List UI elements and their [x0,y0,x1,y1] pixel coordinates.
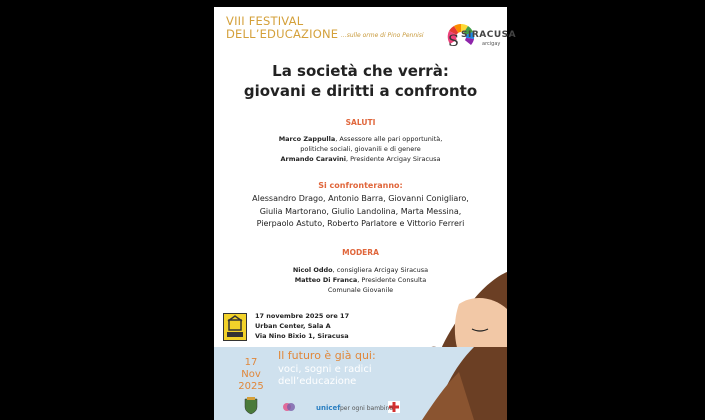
logo-subtext: arcigay [482,41,501,47]
saluti-person2-name: Armando Caravini [280,155,346,163]
saluti-person1-role2: politiche sociali, giovanili e di genere [300,145,421,153]
event-when: 17 novembre 2025 ore 17 [255,312,350,320]
names-line1: Alessandro Drago, Antonio Barra, Giovanni Conigliaro, [252,194,469,203]
city-crest-icon [244,397,258,415]
unicef-subtitle: per ogni bambino [340,405,394,412]
event-poster [214,7,517,420]
date-day: 17 [244,357,258,368]
tagline-line2: voci, sogni e radici [278,364,372,375]
tagline-line3: dell’educazione [278,375,357,387]
modera-person1-name: Nicol Oddo [292,266,333,274]
logo-wordmark: SIRACUSA [461,30,517,40]
saluti-person2-role: , Presidente Arcigay Siracusa [345,155,441,163]
modera-heading: MODERA [342,248,379,257]
saluti-person1-name: Marco Zappulla [278,135,336,143]
event-address: Via Nino Bixio 1, Siracusa [255,332,349,340]
tagline-heading: Il futuro è già qui: [278,349,376,362]
event-place: Urban Center, Sala A [255,322,331,330]
svg-text:S: S [448,31,459,50]
modera-person2-role: , Presidente Consulta [357,276,427,284]
unicef-logo: unicef [316,404,341,412]
date-month: Nov [241,369,261,380]
tagline-body [278,364,372,387]
partner-logo-icon [282,401,296,413]
festival-title-line1: VIII FESTIVAL [226,14,304,28]
event-info [255,311,349,341]
event-title-line1: La società che verrà: [272,62,449,80]
modera-person2-role2: Comunale Giovanile [327,286,394,294]
urban-center-logo [223,313,247,341]
names-line3: Pierpaolo Astuto, Roberto Parlatore e Vittorio Ferreri [256,219,465,228]
modera-person2-name: Matteo Di Franca [294,276,358,284]
saluti-heading: SALUTI [345,118,376,127]
festival-title-line2: DELL’EDUCAZIONE [226,27,339,41]
event-title-line2: giovani e diritti a confronto [243,82,478,100]
festival-subtitle: ...sulle orme di Pino Pennisi [341,32,424,39]
confronteranno-heading: Si confronteranno: [318,181,403,190]
saluti-list [214,134,507,164]
event-title [214,61,507,101]
names-line2: Giulia Martorano, Giulio Landolina, Marta Messina, [259,206,462,216]
modera-person1-role: , consigliera Arcigay Siracusa [332,266,429,274]
confronteranno-names [214,193,507,231]
festival-title [226,15,338,41]
date-block [231,357,271,393]
saluti-person1-role: , Assessore alle pari opportunità, [335,135,443,143]
date-year: 2025 [238,381,264,392]
